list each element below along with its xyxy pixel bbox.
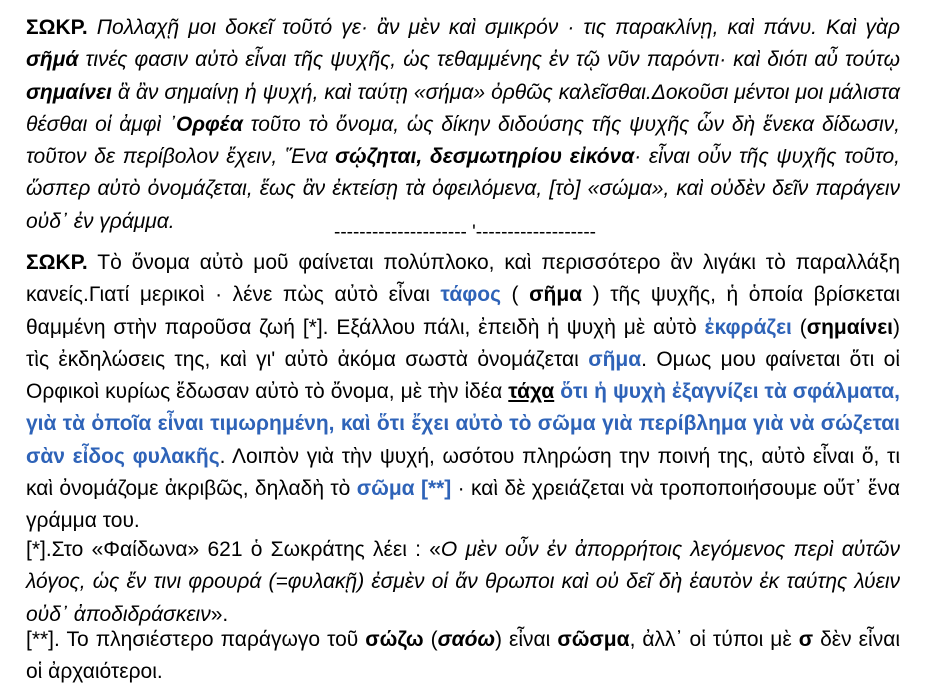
footnote-quote: Ο μὲν οὖν ἐν ἀπορρήτοις λεγόμενος περὶ αὐτῶν λόγος, ὡς ἔν τινι φρουρά (=φυλακῇ) ἐσμὲν οἱ ἄν θρωποι καὶ οὐ δεῖ δὴ ἑαυτὸν ἐκ ταύτης λύειν οὐδ᾿ ἀποδιδράσκειν xyxy=(26,538,900,626)
text-run: ( xyxy=(501,283,530,307)
text-run: τινές φασιν αὐτὸ εἶναι τῆς ψυχῆς, ὡς τεθαμμένης ἐν τῷ νῦν παρόντι· καὶ διότι αὖ τούτῳ xyxy=(78,48,900,72)
text-run: ἃ ἂν σημαίνῃ ἡ ψυχή, καὶ ταύτῃ «σήμα» ὀρθῶς καλεῖσθαι.Δοκοῦσι μέντοι μοι μάλιστα θέσθαι οἱ ἀμφὶ ᾿ xyxy=(26,80,900,136)
highlight-ekfrazei: ἐκφράζει xyxy=(704,315,792,339)
text-run: τοῦτο τὸ ὄνομα, ὡς δίκην διδούσης τῆς ψυχῆς ὧν δὴ ἕνεκα δίδωσιν, τοῦτον δε περίβολον ἔχειν, Ἕνα xyxy=(26,112,900,169)
text-run: Τὸ ὄνομα αὐτὸ μοῦ φαίνεται πολύπλοκο, καὶ περισσότερο ἂν λιγάκι τὸ παραλλάξη κανείς.Γιατί μερικοὶ · λένε πὼς αὐτὸ εἶναι xyxy=(26,251,900,307)
text-run: . Λοιπὸν γιὰ τὴν ψυχή, ωσότου πληρώση την ποινή της, αὐτὸ εἶναι ὅ, τι καὶ ὀνομάζομε ἀκριβῶς, δηλαδὴ τὸ xyxy=(26,444,900,501)
footnote-phaedo xyxy=(26,534,900,631)
text-run: δὲν εἶναι οἱ ἀρχαιότεροι. xyxy=(26,628,901,684)
paragraph-ancient-greek xyxy=(26,12,900,238)
footnote-tail: ». xyxy=(210,602,229,626)
text-run: . Ομως μου φαίνεται ὅτι οἱ Ορφικοὶ κυρίως ἔδωσαν αὐτὸ τὸ ὄνομα, μὲ τὴν ἰδέα xyxy=(26,347,901,404)
highlight-soma: σῶμα [**] xyxy=(356,477,452,501)
word-sosma: σῶσμα xyxy=(557,628,630,651)
keyword-sozetai: σῴζηται, δεσμωτηρίου εἰκόνα xyxy=(335,145,635,169)
paragraph-modern-greek xyxy=(26,247,900,538)
footnote-etymology xyxy=(26,624,900,689)
text-run: , ἀλλ᾿ οἱ τύποι μὲ xyxy=(629,628,799,651)
keyword-sema: σῆμα xyxy=(529,283,583,307)
letter-sigma: σ xyxy=(798,628,814,651)
text-run: Πολλαχῇ μοι δοκεῖ τοῦτό γε· ἂν μὲν καὶ σμικρόν · τις παρακλίνῃ, καὶ πάνυ. Καὶ γὰρ xyxy=(87,16,900,39)
keyword-taxa: τάχα xyxy=(508,380,555,404)
keyword-orfea: Ορφέα xyxy=(175,112,243,136)
speaker-label: ΣΩΚΡ. xyxy=(26,251,88,274)
word-saoo: σαόω xyxy=(437,628,495,651)
highlight-sema: σῆμα xyxy=(588,347,642,371)
footnote-lead: [*].Στο «Φαίδωνα» 621 ὁ Σωκράτης λέει : « xyxy=(26,538,441,561)
highlight-tafos: τάφος xyxy=(440,283,501,307)
text-run: ( xyxy=(791,315,807,339)
text-run: ) τῆς ψυχῆς, ἡ ὁποία βρίσκεται θαμμένη στὴν παροῦσα ζωή [*]. Εξάλλου πάλι, ἐπειδὴ ἡ ψυχὴ μὲ αὐτὸ xyxy=(26,283,900,339)
text-run: ) τὶς ἐκδηλώσεις της, καὶ γι' αὐτὸ ἀκόμα σωστὰ ὀνομάζεται xyxy=(26,315,901,371)
text-run: ( xyxy=(423,628,438,651)
keyword-semainei: σημαίνει xyxy=(806,315,894,339)
keyword-semainei: σημαίνει xyxy=(26,80,112,104)
speaker-label: ΣΩΚΡ. xyxy=(26,16,88,39)
footnote-lead: [**]. Το πλησιέστερο παράγωγο τοῦ xyxy=(26,628,366,651)
section-separator: --------------------- '------------------- xyxy=(334,222,596,243)
text-run: ) εἶναι xyxy=(494,628,558,651)
highlight-orphic-clause: ὅτι ἡ ψυχὴ ἐξαγνίζει τὰ σφάλματα, γιὰ τὰ ὁποῖα εἶναι τιμωρημένη, καὶ ὅτι ἔχει αὐτὸ τὸ σῶμα γιὰ περίβλημα γιὰ νὰ σώζεται σὰν εἶδος φυλακῆς xyxy=(26,380,901,468)
keyword-sema: σῆμά xyxy=(26,48,79,72)
text-run: · καὶ δὲ χρειάζεται νὰ τροποποιήσουμε οὔτ᾿ ἕνα γράμμα του. xyxy=(26,477,900,533)
word-sozo: σώζω xyxy=(365,628,424,651)
text-run: · εἶναι οὖν τῆς ψυχῆς τοῦτο, ὥσπερ αὐτὸ ὀνομάζεται, ἕως ἂν ἐκτείσῃ τὰ ὀφειλόμενα, [τὸ] «σώμα», καὶ οὐδὲν δεῖν παράγειν οὐδ᾿ ἐν γράμμα. xyxy=(26,145,901,233)
